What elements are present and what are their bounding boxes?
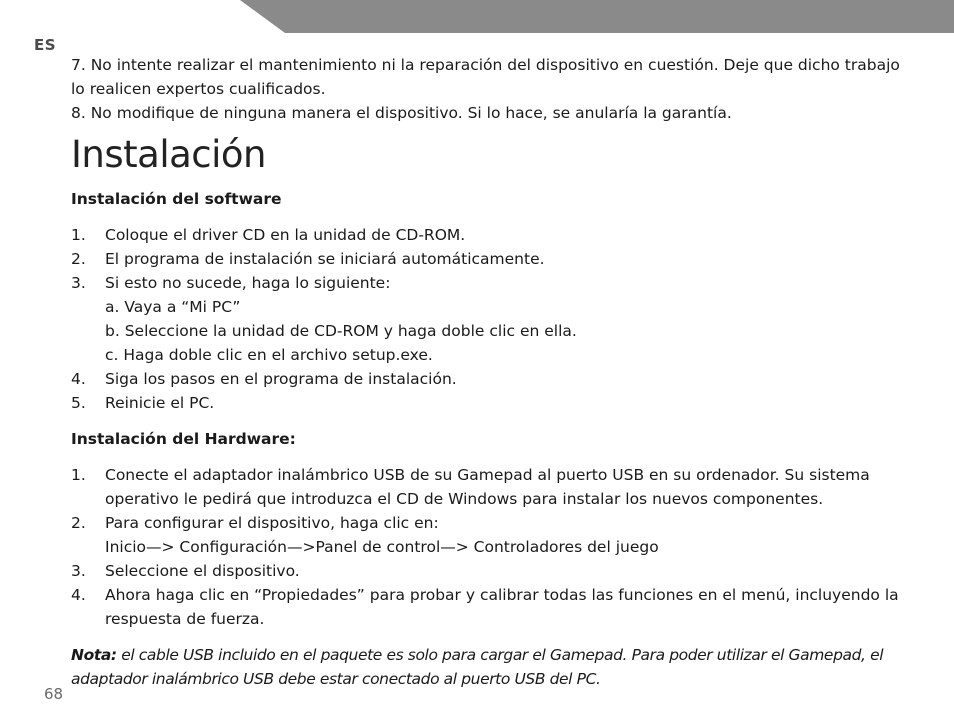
header-band bbox=[240, 0, 954, 33]
list-text: Seleccione el dispositivo. bbox=[105, 562, 300, 580]
list-number: 2. bbox=[71, 250, 86, 268]
list-number: 4. bbox=[71, 370, 86, 388]
list-text: Si esto no sucede, haga lo siguiente: bbox=[105, 274, 391, 292]
note-label: Nota: bbox=[71, 646, 117, 664]
sub-step-a: a. Vaya a “Mi PC” bbox=[105, 298, 241, 316]
software-heading: Instalación del software bbox=[71, 190, 282, 208]
note-paragraph bbox=[71, 643, 907, 691]
list-item bbox=[71, 559, 907, 583]
note-text: el cable USB incluido en el paquete es solo para cargar el Gamepad. Para poder utilizar el Gamepad, el adaptador inalámbrico USB debe estar conectado al puerto USB del PC. bbox=[71, 646, 884, 688]
page-title: Instalación bbox=[71, 133, 266, 176]
intro-item-7: 7. No intente realizar el mantenimiento ni la reparación del dispositivo en cuestión. Deje que dicho trabajo lo realicen expertos cualificados. bbox=[71, 56, 900, 98]
sub-step-c: c. Haga doble clic en el archivo setup.exe. bbox=[105, 346, 433, 364]
hardware-list bbox=[71, 463, 907, 631]
list-item bbox=[71, 463, 907, 511]
software-list bbox=[71, 223, 907, 415]
intro-item-8: 8. No modifique de ninguna manera el dispositivo. Si lo hace, se anularía la garantía. bbox=[71, 104, 732, 122]
list-item bbox=[71, 367, 907, 391]
list-item bbox=[71, 511, 907, 559]
list-number: 3. bbox=[71, 274, 86, 292]
menu-path: Inicio—> Configuración—>Panel de control—> Controladores del juego bbox=[105, 538, 659, 556]
list-item bbox=[71, 271, 907, 367]
page-number: 68 bbox=[44, 685, 64, 703]
list-text: Reinicie el PC. bbox=[105, 394, 215, 412]
hardware-heading: Instalación del Hardware: bbox=[71, 430, 296, 448]
list-item bbox=[71, 223, 907, 247]
list-text: El programa de instalación se iniciará automáticamente. bbox=[105, 250, 545, 268]
list-number: 3. bbox=[71, 562, 86, 580]
list-number: 5. bbox=[71, 394, 86, 412]
list-number: 1. bbox=[71, 226, 86, 244]
list-item bbox=[71, 247, 907, 271]
list-text: Conecte el adaptador inalámbrico USB de su Gamepad al puerto USB en su ordenador. Su sistema operativo le pedirá que introduzca el CD de Windows para instalar los nuevos componentes. bbox=[105, 466, 870, 508]
list-text: Para configurar el dispositivo, haga clic en: bbox=[105, 514, 439, 532]
language-label: ES bbox=[34, 36, 57, 54]
list-number: 2. bbox=[71, 514, 86, 532]
sub-step-b: b. Seleccione la unidad de CD-ROM y haga doble clic en ella. bbox=[105, 322, 577, 340]
list-number: 1. bbox=[71, 466, 86, 484]
list-item bbox=[71, 583, 907, 631]
page-content bbox=[71, 53, 907, 691]
list-text: Ahora haga clic en “Propiedades” para probar y calibrar todas las funciones en el menú, incluyendo la respuesta de fuerza. bbox=[105, 586, 899, 628]
list-item bbox=[71, 391, 907, 415]
list-text: Coloque el driver CD en la unidad de CD-ROM. bbox=[105, 226, 466, 244]
list-number: 4. bbox=[71, 586, 86, 604]
list-text: Siga los pasos en el programa de instalación. bbox=[105, 370, 457, 388]
